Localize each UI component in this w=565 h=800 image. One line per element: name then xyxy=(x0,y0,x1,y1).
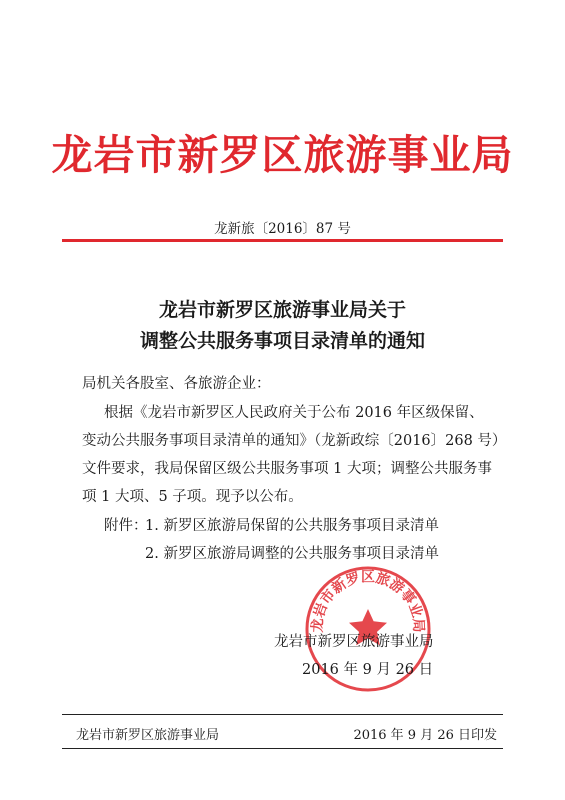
issuer-header: 龙岩市新罗区旅游事业局 xyxy=(51,131,514,179)
footer-bottom-rule xyxy=(62,748,503,749)
footer-print-date: 2016 年 9 月 26 日印发 xyxy=(353,728,497,743)
body-line-2: 变动公共服务事项目录清单的通知》（龙新政综〔2016〕268 号） xyxy=(82,433,507,449)
footer-org: 龙岩市新罗区旅游事业局 xyxy=(76,728,220,743)
attachments-label: 附件： xyxy=(104,518,148,534)
body-line-3: 文件要求，我局保留区级公共服务事项 1 大项；调整公共服务事 xyxy=(82,461,492,477)
salutation: 局机关各股室、各旅游企业： xyxy=(82,376,271,392)
attachment-item: 2. 新罗区旅游局调整的公共服务事项目录清单 xyxy=(145,546,439,562)
body-line-4: 项 1 大项、5 子项。现予以公布。 xyxy=(82,489,303,505)
signature-org: 龙岩市新罗区旅游事业局 xyxy=(274,634,434,650)
seal-text: 龙岩市新罗区旅游事业局 xyxy=(309,569,427,633)
signature-date: 2016 年 9 月 26 日 xyxy=(302,662,434,678)
red-divider-line xyxy=(62,239,503,242)
attachment-item: 1. 新罗区旅游局保留的公共服务事项目录清单 xyxy=(145,518,439,534)
document-number: 龙新旅〔2016〕87 号 xyxy=(214,221,351,237)
body-line-1: 根据《龙岩市新罗区人民政府关于公布 2016 年区级保留、 xyxy=(104,405,484,421)
footer-top-rule xyxy=(62,714,503,715)
document-title-line-2: 调整公共服务事项目录清单的通知 xyxy=(139,330,425,352)
document-title-line-1: 龙岩市新罗区旅游事业局关于 xyxy=(158,299,406,321)
